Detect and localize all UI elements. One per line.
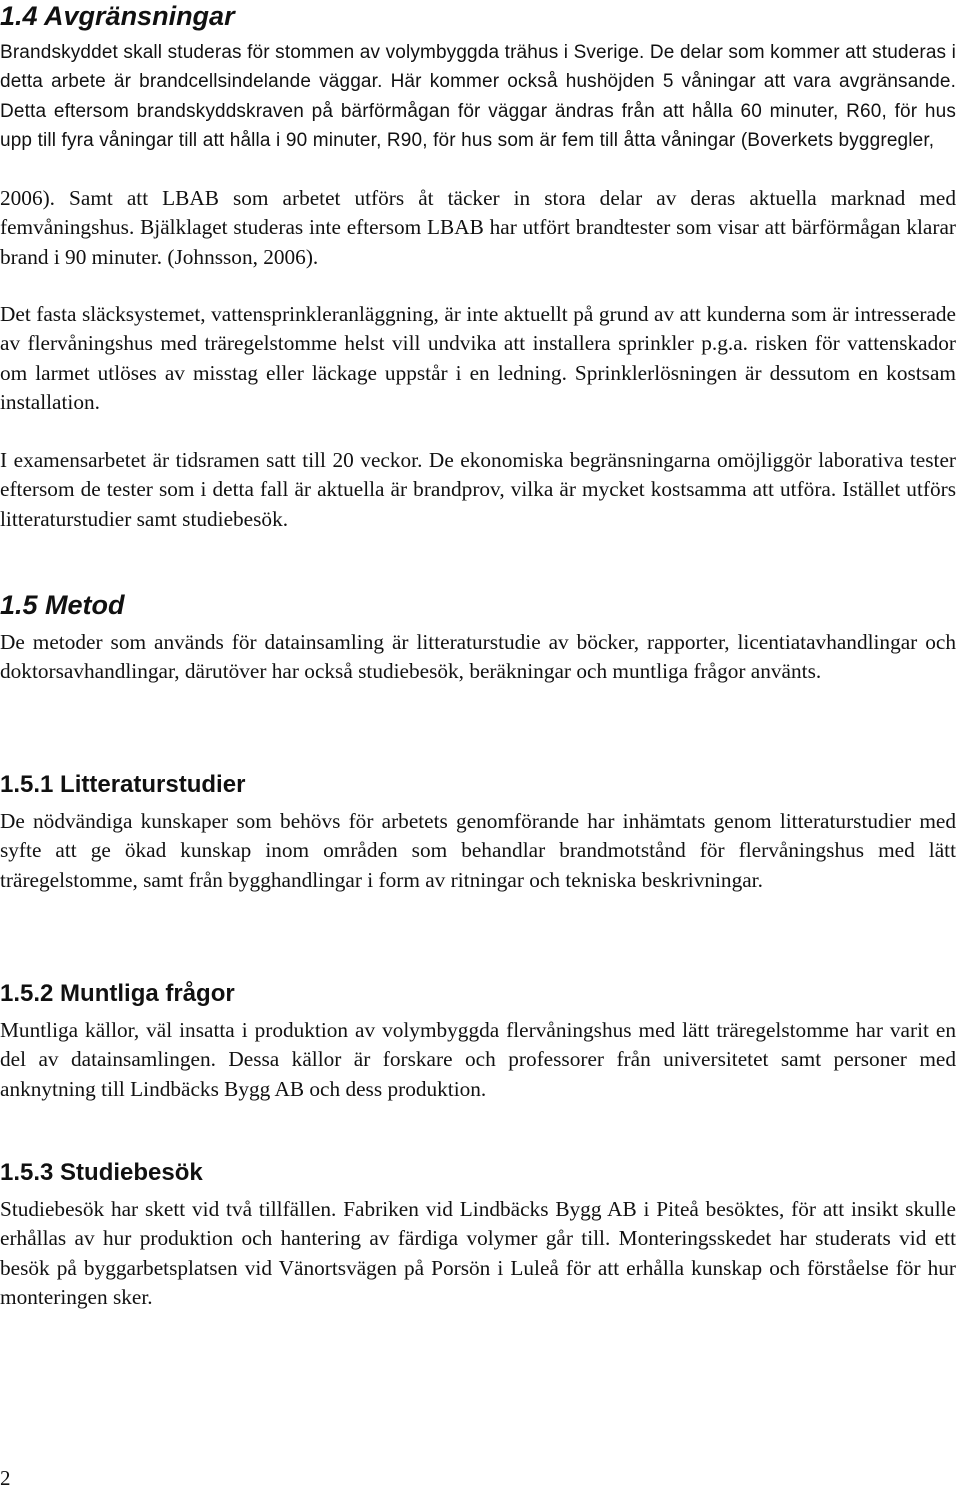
paragraph-sprinkler: Det fasta släcksystemet, vattensprinkleranläggning, är inte aktuellt på grund av att kunderna som är intresserade av flervåningshus med träregelstomme helst vill undvika att installera sprinkler p.g.a. risken för vattenskador om larmet utlöses av misstag eller läckage uppstår i en ledning. Sprinklerlösningen är dessutom en kostsam installation. [0, 302, 956, 414]
section-heading-avgransningar: 1.4 Avgränsningar [0, 1, 235, 31]
subsection-heading-litteraturstudier: 1.5.1 Litteraturstudier [0, 771, 246, 798]
paragraph-metod: De metoder som används för datainsamling är litteraturstudie av böcker, rapporter, licentiatavhandlingar och doktorsavhandlingar, därutöver har också studiebesök, beräkningar och muntliga frågor använts. [0, 630, 956, 684]
subsection-heading-studiebesok: 1.5.3 Studiebesök [0, 1159, 203, 1186]
section-heading-metod: 1.5 Metod [0, 590, 125, 620]
subsection-heading-muntliga-fragor: 1.5.2 Muntliga frågor [0, 980, 235, 1007]
paragraph-avgransningar-sans: Brandskyddet skall studeras för stommen av volymbyggda trähus i Sverige. De delar som kommer att studeras i detta arbete är brandcellsindelande väggar. Här kommer också hushöjden 5 våningar att vara avgränsande. Detta eftersom brandskyddskraven på bärförmågan för väggar ändras från att hålla 60 minuter, R60, för hus upp till fyra våningar till att hålla i 90 minuter, R90, för hus som är fem till åtta våningar (Boverkets byggregler, [0, 42, 956, 151]
paragraph-muntliga-fragor: Muntliga källor, väl insatta i produktion av volymbyggda flervåningshus med lätt träregelstomme har varit en del av datainsamlingen. Dessa källor är forskare och professorer från universitetet samt personer med anknytning till Lindbäcks Bygg AB och dess produktion. [0, 1018, 956, 1101]
page-number: 2 [0, 1466, 11, 1490]
paragraph-avgransningar-serif: 2006). Samt att LBAB som arbetet utförs åt täcker in stora delar av deras aktuella marknad med femvåningshus. Bjälklaget studeras inte eftersom LBAB har utfört brandtester som visar att bärförmågan klarar brand i 90 minuter. (Johnsson, 2006). [0, 186, 956, 269]
paragraph-studiebesok: Studiebesök har skett vid två tillfällen. Fabriken vid Lindbäcks Bygg AB i Piteå besöktes, för att insikt skulle erhållas av hur produktion och hantering av färdiga volymer går till. Monteringsskedet har studerats vid ett besök på byggarbetsplatsen vid Vänortsvägen på Porsön i Luleå för att erhålla kunskap och förståelse för hur monteringen sker. [0, 1197, 956, 1309]
paragraph-litteraturstudier: De nödvändiga kunskaper som behövs för arbetets genomförande har inhämtats genom litteraturstudier med syfte att ge ökad kunskap inom områden som behandlar brandmotstånd för flervåningshus med lätt träregelstomme, samt från bygghandlingar i form av ritningar och tekniska beskrivningar. [0, 809, 956, 892]
paragraph-tidsram: I examensarbetet är tidsramen satt till 20 veckor. De ekonomiska begränsningarna omöjliggör laborativa tester eftersom de tester som i detta fall är aktuella är brandprov, vilka är mycket kostsamma att utföra. Istället utförs litteraturstudier samt studiebesök. [0, 448, 956, 531]
